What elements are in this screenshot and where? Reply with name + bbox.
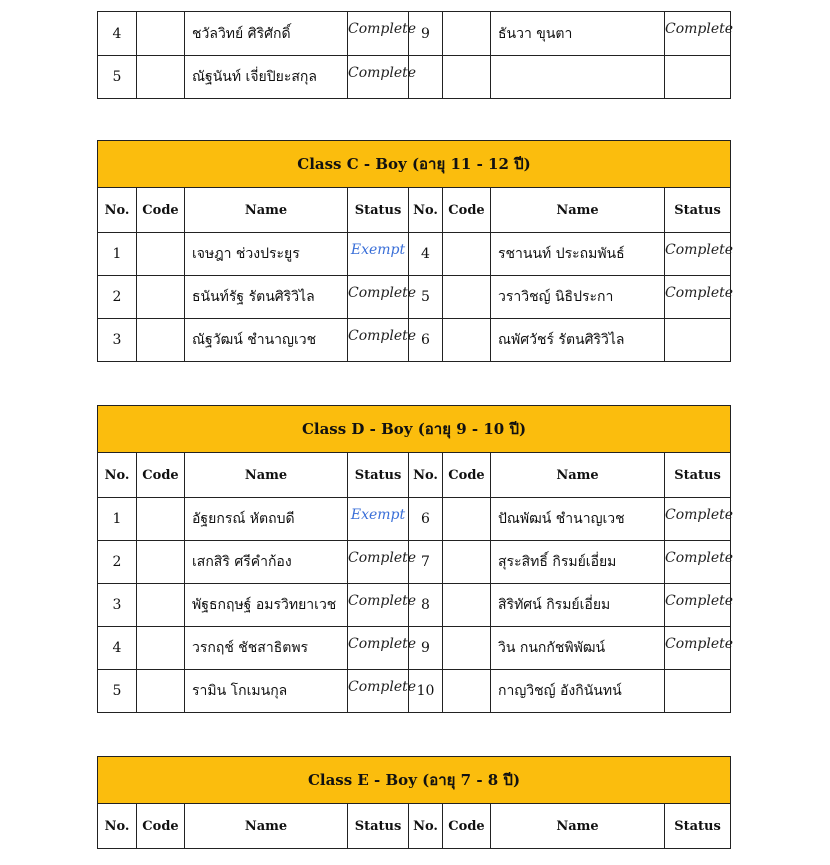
status-badge: Complete bbox=[348, 584, 409, 627]
row-code bbox=[443, 276, 491, 319]
col-header-name: Name bbox=[491, 804, 665, 849]
col-header-name: Name bbox=[185, 804, 348, 849]
row-number: 4 bbox=[98, 627, 137, 670]
row-code bbox=[443, 233, 491, 276]
status-badge: Complete bbox=[348, 276, 409, 319]
row-code bbox=[137, 12, 185, 56]
row-number: 10 bbox=[409, 670, 443, 713]
status-badge: Complete bbox=[665, 12, 731, 56]
row-name: ธันวา ขุนตา bbox=[491, 12, 665, 56]
row-number: 8 bbox=[409, 584, 443, 627]
col-header-no: No. bbox=[98, 804, 137, 849]
class-b-table-tail bbox=[97, 11, 734, 99]
col-header-name: Name bbox=[491, 188, 665, 233]
row-code bbox=[137, 584, 185, 627]
col-header-name: Name bbox=[185, 188, 348, 233]
row-code bbox=[443, 319, 491, 362]
status-badge: Exempt bbox=[348, 498, 409, 541]
row-number: 1 bbox=[98, 498, 137, 541]
row-code bbox=[137, 541, 185, 584]
row-name: เสกสิริ ศรีคำก้อง bbox=[185, 541, 348, 584]
row-code bbox=[137, 276, 185, 319]
col-header-code: Code bbox=[137, 453, 185, 498]
table-row bbox=[98, 627, 731, 670]
row-number: 2 bbox=[98, 276, 137, 319]
col-header-no: No. bbox=[409, 188, 443, 233]
row-name: ณัฐนันท์ เจี่ยปิยะสกุล bbox=[185, 56, 348, 99]
table-row bbox=[98, 498, 731, 541]
row-name: ปัณพัฒน์ ชำนาญเวช bbox=[491, 498, 665, 541]
class-d-table bbox=[97, 405, 734, 713]
row-number: 6 bbox=[409, 319, 443, 362]
row-name bbox=[491, 56, 665, 99]
row-name: รามิน โกเมนกุล bbox=[185, 670, 348, 713]
col-header-name: Name bbox=[491, 453, 665, 498]
col-header-code: Code bbox=[443, 453, 491, 498]
col-header-no: No. bbox=[409, 804, 443, 849]
col-header-status: Status bbox=[665, 453, 731, 498]
status-badge: Complete bbox=[665, 233, 731, 276]
row-code bbox=[443, 541, 491, 584]
col-header-status: Status bbox=[348, 188, 409, 233]
class-title: Class C - Boy (อายุ 11 - 12 ปี) bbox=[98, 141, 731, 188]
status-badge bbox=[665, 56, 731, 99]
row-name: สิริทัศน์ กิรมย์เอี่ยม bbox=[491, 584, 665, 627]
row-name: เจษฎา ช่วงประยูร bbox=[185, 233, 348, 276]
row-name: วราวิชญ์ นิธิประกา bbox=[491, 276, 665, 319]
row-name: ชวัลวิทย์ ศิริศักดิ์ bbox=[185, 12, 348, 56]
column-header-row bbox=[98, 453, 731, 498]
row-name: กาญวิชญ์ อังกินันทน์ bbox=[491, 670, 665, 713]
row-number: 5 bbox=[409, 276, 443, 319]
status-badge: Complete bbox=[665, 584, 731, 627]
row-name: อัฐยกรณ์ หัตถบดี bbox=[185, 498, 348, 541]
row-name: วรกฤช์ ชัชสาธิตพร bbox=[185, 627, 348, 670]
table-row bbox=[98, 233, 731, 276]
row-code bbox=[443, 56, 491, 99]
status-badge: Complete bbox=[665, 276, 731, 319]
class-c-table bbox=[97, 140, 734, 362]
col-header-status: Status bbox=[665, 188, 731, 233]
row-code bbox=[137, 627, 185, 670]
row-code bbox=[443, 12, 491, 56]
col-header-no: No. bbox=[98, 188, 137, 233]
class-e-table bbox=[97, 756, 731, 849]
status-badge bbox=[665, 319, 731, 362]
table-row bbox=[98, 584, 731, 627]
status-badge: Complete bbox=[665, 498, 731, 541]
row-code bbox=[443, 584, 491, 627]
row-code bbox=[137, 56, 185, 99]
row-number: 5 bbox=[98, 670, 137, 713]
status-badge: Complete bbox=[665, 541, 731, 584]
table-body bbox=[98, 12, 734, 99]
row-number: 9 bbox=[409, 12, 443, 56]
row-number: 6 bbox=[409, 498, 443, 541]
row-name: ธนันท์รัฐ รัตนศิริวิไล bbox=[185, 276, 348, 319]
status-badge: Complete bbox=[348, 12, 409, 56]
row-name: วิน กนกกัชพิพัฒน์ bbox=[491, 627, 665, 670]
row-name: สุระสิทธิ์ กิรมย์เอี่ยม bbox=[491, 541, 665, 584]
row-code bbox=[443, 670, 491, 713]
table-row bbox=[98, 276, 731, 319]
table-row bbox=[98, 12, 731, 56]
column-header-row bbox=[98, 804, 731, 849]
row-name: ณัฐวัฒน์ ชำนาญเวช bbox=[185, 319, 348, 362]
col-header-status: Status bbox=[665, 804, 731, 849]
row-name: รชานนท์ ประถมพันธ์ bbox=[491, 233, 665, 276]
col-header-status: Status bbox=[348, 453, 409, 498]
row-number: 4 bbox=[409, 233, 443, 276]
status-badge: Complete bbox=[348, 627, 409, 670]
col-header-code: Code bbox=[443, 188, 491, 233]
column-header-row bbox=[98, 188, 731, 233]
col-header-code: Code bbox=[443, 804, 491, 849]
row-code bbox=[443, 498, 491, 541]
table-row bbox=[98, 56, 731, 99]
status-badge: Complete bbox=[665, 627, 731, 670]
row-number: 1 bbox=[98, 233, 137, 276]
status-badge bbox=[665, 670, 731, 713]
status-badge: Complete bbox=[348, 670, 409, 713]
table-row bbox=[98, 670, 731, 713]
row-number: 3 bbox=[98, 584, 137, 627]
table-row bbox=[98, 541, 731, 584]
row-code bbox=[443, 627, 491, 670]
col-header-status: Status bbox=[348, 804, 409, 849]
row-number: 9 bbox=[409, 627, 443, 670]
status-badge: Exempt bbox=[348, 233, 409, 276]
row-code bbox=[137, 233, 185, 276]
col-header-code: Code bbox=[137, 188, 185, 233]
status-badge: Complete bbox=[348, 56, 409, 99]
row-name: พัฐธกฤษฐ์ อมรวิทยาเวช bbox=[185, 584, 348, 627]
row-number: 7 bbox=[409, 541, 443, 584]
status-badge: Complete bbox=[348, 319, 409, 362]
row-number: 2 bbox=[98, 541, 137, 584]
col-header-no: No. bbox=[98, 453, 137, 498]
row-number: 5 bbox=[98, 56, 137, 99]
table-row bbox=[98, 319, 731, 362]
row-code bbox=[137, 498, 185, 541]
class-title: Class E - Boy (อายุ 7 - 8 ปี) bbox=[98, 757, 731, 804]
row-code bbox=[137, 319, 185, 362]
row-code bbox=[137, 670, 185, 713]
class-title: Class D - Boy (อายุ 9 - 10 ปี) bbox=[98, 406, 731, 453]
row-name: ณพัศวัชร์ รัตนศิริวิไล bbox=[491, 319, 665, 362]
col-header-name: Name bbox=[185, 453, 348, 498]
col-header-code: Code bbox=[137, 804, 185, 849]
status-badge: Complete bbox=[348, 541, 409, 584]
row-number: 4 bbox=[98, 12, 137, 56]
row-number: 3 bbox=[98, 319, 137, 362]
col-header-no: No. bbox=[409, 453, 443, 498]
